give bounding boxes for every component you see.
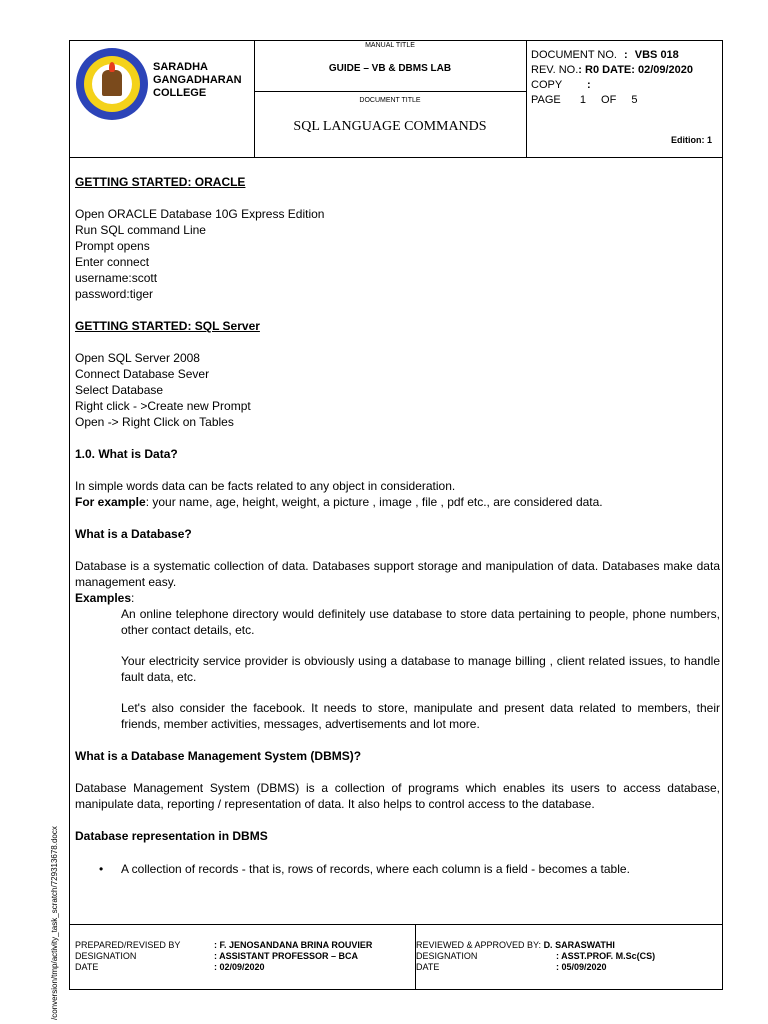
prepared-label: PREPARED/REVISED BY (75, 940, 181, 950)
college-name (153, 61, 242, 100)
doc-no-value: VBS 018 (634, 49, 679, 61)
dbms-paragraph: Database Management System (DBMS) is a collection of programs which enables its users to access database, manipulate data, reporting / representation of data. It also helps to control access to the database. (75, 781, 720, 811)
dbms-heading: What is a Database Management System (DBMS)? (75, 749, 362, 763)
examples-line (75, 590, 720, 606)
sqlserver-step: Select Database (75, 383, 164, 397)
rev-value: : R0 DATE: 02/09/2020 (578, 64, 694, 76)
sqlserver-step: Connect Database Sever (75, 367, 210, 381)
page-label: PAGE (531, 94, 561, 106)
date2-value: : 05/09/2020 (556, 962, 607, 972)
main-content (75, 174, 720, 877)
college-name-line: COLLEGE (153, 87, 207, 99)
doc-no-row (531, 49, 679, 61)
page-row (531, 94, 637, 106)
document-title: SQL LANGUAGE COMMANDS (293, 119, 487, 134)
copy-sep: : (587, 79, 591, 91)
side-file-path: /conversion/tmp/activity_task_scratch/729313678.docx (50, 826, 59, 1020)
database-heading: What is a Database? (75, 527, 192, 541)
oracle-step: Open ORACLE Database 10G Express Edition (75, 207, 325, 221)
prepared-value: : F. JENOSANDANA BRINA ROUVIER (214, 940, 373, 950)
oracle-step: Run SQL command Line (75, 223, 206, 237)
college-name-line: GANGADHARAN (153, 74, 242, 86)
bullet-item (75, 861, 720, 877)
edition-label: Edition: 1 (671, 135, 712, 145)
sqlserver-step: Open SQL Server 2008 (75, 351, 200, 365)
reviewed-label: REVIEWED & APPROVED BY: (416, 940, 542, 950)
examples-label: Examples (75, 591, 132, 605)
sqlserver-heading: GETTING STARTED: SQL Server (75, 319, 260, 333)
oracle-step: username:scott (75, 271, 158, 285)
designation-label: DESIGNATION (75, 951, 137, 961)
college-logo (76, 48, 148, 120)
designation2-label: DESIGNATION (416, 951, 478, 961)
document-page (69, 40, 723, 990)
doc-no-sep: : (624, 49, 628, 61)
rev-label: REV. NO. (531, 64, 579, 76)
oracle-step: Enter connect (75, 255, 150, 269)
prepared-values (214, 940, 372, 973)
example-item: Let's also consider the facebook. It needs to store, manipulate and present data related to members, their friends, member activities, messages, advertisements and lot more. (121, 701, 720, 731)
college-name-line: SARADHA (153, 61, 208, 73)
oracle-step: password:tiger (75, 287, 154, 301)
footer-top-rule (70, 924, 722, 925)
bullet-icon: • (99, 862, 104, 876)
designation2-value: : ASST.PROF. M.Sc(CS) (556, 951, 656, 961)
oracle-heading: GETTING STARTED: ORACLE (75, 175, 246, 189)
doc-no-label: DOCUMENT NO. (531, 49, 617, 61)
header-divider-2 (526, 41, 527, 157)
header-title-rule (254, 91, 526, 92)
sqlserver-step: Open -> Right Click on Tables (75, 415, 234, 429)
header-bottom-rule (70, 157, 722, 158)
examples-colon: : (131, 591, 135, 605)
rev-row (531, 64, 693, 76)
reviewed-values (556, 951, 655, 973)
representation-heading: Database representation in DBMS (75, 829, 268, 843)
sqlserver-step: Right click - >Create new Prompt (75, 399, 251, 413)
oracle-step: Prompt opens (75, 239, 150, 253)
data-paragraph: In simple words data can be facts related to any object in consideration. (75, 479, 456, 493)
example-item: Your electricity service provider is obviously using a database to manage billing , client related issues, to handle fault data, etc. (121, 654, 720, 684)
data-example-label: For example (75, 495, 146, 509)
manual-title-caption: MANUAL TITLE (365, 42, 415, 49)
data-example (75, 494, 720, 510)
prepared-block (75, 940, 180, 973)
data-heading: 1.0. What is Data? (75, 447, 178, 461)
data-example-text: : your name, age, height, weight, a picture , image , file , pdf etc., are considered data. (145, 495, 603, 509)
manual-title: GUIDE – VB & DBMS LAB (328, 63, 452, 74)
date-label: DATE (75, 962, 99, 972)
reviewed-value: D. SARASWATHI (543, 940, 615, 950)
date2-label: DATE (416, 962, 440, 972)
database-paragraph: Database is a systematic collection of data. Databases support storage and manipulation of data. Databases make data management easy. (75, 559, 720, 589)
page-of: OF (601, 94, 617, 106)
page-number: 1 (579, 94, 586, 106)
document-title-caption: DOCUMENT TITLE (359, 97, 421, 104)
example-item: An online telephone directory would definitely use database to store data pertaining to people, phone numbers, other contact details, etc. (121, 607, 720, 637)
bullet-text: A collection of records - that is, rows of records, where each column is a field - becomes a table. (121, 862, 630, 876)
copy-label: COPY (531, 79, 562, 91)
page-total: 5 (631, 94, 638, 106)
copy-row (531, 79, 591, 91)
date-value: : 02/09/2020 (214, 962, 265, 972)
designation-value: : ASSISTANT PROFESSOR – BCA (214, 951, 359, 961)
